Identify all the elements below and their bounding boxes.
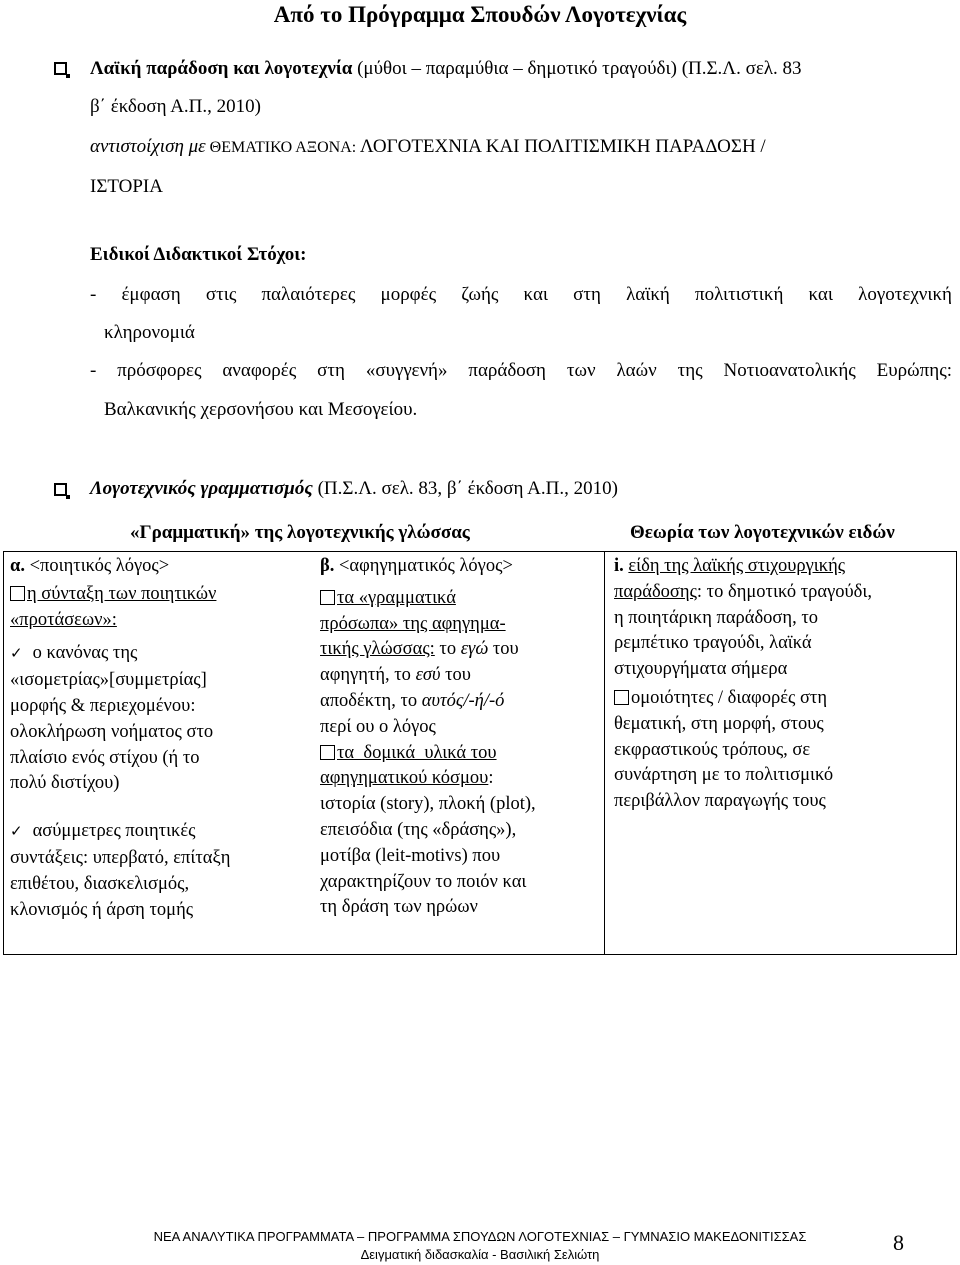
square-bullet-icon (54, 62, 67, 75)
column-genres: i. είδη της λαϊκής στιχουργικής παράδοσης: το δημοτικό τραγούδι, η ποιητάρικη παράδοση, το ρεμπέτικο τραγούδι, λαϊκά στιχουργήματα σήμερα ομοιότητες / διαφορές στη θεματική, στη μορφή, στους εκφραστικούς τρόπους, σε συνάρτηση με το πολιτισμικό περιβάλλον παραγωγής τους (614, 556, 873, 812)
goal-1-line-a: - έμφαση στις παλαιότερες μορφές ζωής και στη λαϊκή πολιτιστική και λογοτεχνική (90, 284, 952, 305)
table-bottom-border (3, 954, 957, 955)
checkbox-square-icon (614, 690, 629, 705)
table-header-left: «Γραμματική» της λογοτεχνικής γλώσσας (130, 522, 470, 543)
goal-2-line-b: Βαλκανικής χερσονήσου και Μεσογείου. (104, 399, 418, 420)
checkbox-square-icon (10, 586, 25, 601)
checkmark-icon: ✓ (10, 824, 23, 841)
column-poetic: α. <ποιητικός λόγος> η σύνταξη των ποιητικών «προτάσεων»: ✓ ο κανόνας της «ισομετρίας»[συμμετρίας] μορφής & περιεχομένου: ολοκλήρωση νοήματος στο πλαίσιο ενός στίχου (ή το πολύ διστίχου) ✓ ασύμμετρες ποιητικές συντάξεις: υπερβατό, επίταξη επιθέτου, διασκελισμός, κλονισμός ή άρση τομής (10, 556, 231, 920)
column-narrative: β. <αφηγηματικός λόγος> τα «γραμματικά πρόσωπα» της αφηγημα- τικής γλώσσας: το εγώ του αφηγητή, το εσύ του αποδέκτη, το αυτός/-ή/-ό περί ου ο λόγος τα δομικά υλικά του αφηγηματικού κόσμου: ιστορία (story), πλοκή (plot), επεισόδια (της «δράσης»), μοτίβα (leit-motivs) που χαρακτηρίζουν το ποιόν και τη δράση των ηρώων (320, 556, 536, 918)
section1-line2: β΄ έκδοση Α.Π., 2010) (90, 96, 261, 117)
checkmark-icon: ✓ (10, 646, 23, 663)
table-right-border (956, 551, 957, 955)
square-bullet-icon (54, 483, 67, 496)
table-left-border (3, 551, 4, 955)
footer-line-1: ΝΕΑ ΑΝΑΛΥΤΙΚΑ ΠΡΟΓΡΑΜΜΑΤΑ – ΠΡΟΓΡΑΜΜΑ ΣΠΟΥΔΩΝ ΛΟΓΟΤΕΧΝΙΑΣ – ΓΥΜΝΑΣΙΟ ΜΑΚΕΔΟΝΙΤΙΣΣΑΣ (153, 1229, 807, 1244)
page-number: 8 (893, 1230, 904, 1255)
section2-heading: Λογοτεχνικός γραμματισμός (Π.Σ.Λ. σελ. 83, β΄ έκδοση Α.Π., 2010) (90, 478, 618, 499)
checkbox-square-icon (320, 590, 335, 605)
goal-2-line-a: - πρόσφορες αναφορές στη «συγγενή» παράδοση των λαών της Νοτιοανατολικής Ευρώπης: (90, 360, 952, 381)
table-top-border (3, 551, 957, 552)
section1-line3: αντιστοίχιση με ΘΕΜΑΤΙΚΟ ΑΞΟΝΑ: ΛΟΓΟΤΕΧΝΙΑ ΚΑΙ ΠΟΛΙΤΙΣΜΙΚΗ ΠΑΡΑΔΟΣΗ / (90, 136, 766, 157)
goal-1-line-b: κληρονομιά (104, 322, 195, 343)
footer-line-2: Δειγματική διδασκαλία - Βασιλική Σελιώτη (360, 1247, 600, 1262)
page-title: Από το Πρόγραμμα Σπουδών Λογοτεχνίας (273, 2, 687, 27)
checkbox-square-icon (320, 745, 335, 760)
section1-line4: ΙΣΤΟΡΙΑ (90, 176, 163, 197)
section1-heading: Λαϊκή παράδοση και λογοτεχνία (μύθοι – παραμύθια – δημοτικό τραγούδι) (Π.Σ.Λ. σελ. 83 (90, 58, 802, 79)
table-header-right: Θεωρία των λογοτεχνικών ειδών (630, 522, 895, 543)
goals-heading: Ειδικοί Διδακτικοί Στόχοι: (90, 244, 307, 265)
table-column-divider (604, 551, 605, 955)
